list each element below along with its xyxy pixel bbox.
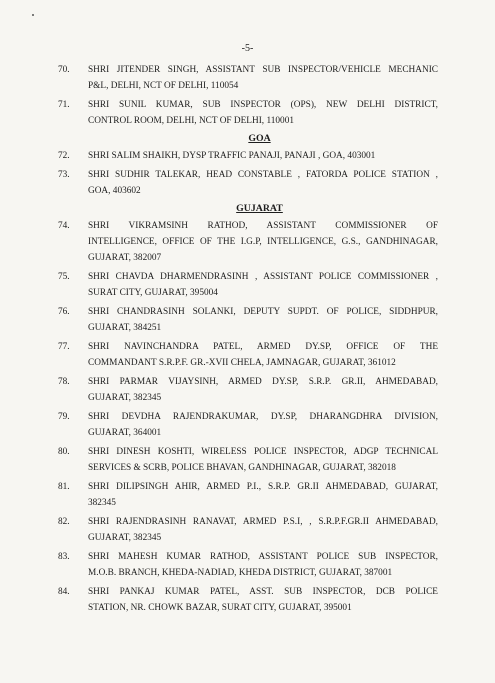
entry-line: SHRI MAHESH KUMAR RATHOD, ASSISTANT POLICE SUB INSPECTOR, xyxy=(88,552,438,562)
entry-text xyxy=(88,304,438,336)
list-item xyxy=(0,339,495,371)
list-item xyxy=(0,549,495,581)
entry-line: SHRI DEVDHA RAJENDRAKUMAR, DY.SP, DHARANGDHRA DIVISION, xyxy=(88,412,438,422)
entry-line: SHRI DILIPSINGH AHIR, ARMED P.I., S.R.P. GR.II AHMEDABAD, GUJARAT, xyxy=(88,482,438,492)
entry-line: STATION, NR. CHOWK BAZAR, SURAT CITY, GUJARAT, 395001 xyxy=(88,603,352,613)
entry-number: 75. xyxy=(58,272,70,282)
section-heading: GOA xyxy=(248,133,271,144)
entry-line: SHRI SALIM SHAIKH, DYSP TRAFFIC PANAJI, PANAJI , GOA, 403001 xyxy=(88,151,376,161)
entry-line: GUJARAT, 382007 xyxy=(88,253,162,263)
entry-text xyxy=(88,218,438,266)
entry-line: SERVICES & SCRB, POLICE BHAVAN, GANDHINAGAR, GUJARAT, 382018 xyxy=(88,463,396,473)
entry-number: 83. xyxy=(58,552,70,562)
list-item xyxy=(0,97,495,129)
entry-text xyxy=(88,584,438,616)
entry-number: 76. xyxy=(58,307,70,317)
entry-line: GUJARAT, 364001 xyxy=(88,428,162,438)
list-item xyxy=(0,304,495,336)
entry-number: 77. xyxy=(58,342,70,352)
entry-text xyxy=(88,409,438,441)
entry-line: 382345 xyxy=(88,498,116,508)
entry-line: SHRI DINESH KOSHTI, WIRELESS POLICE INSPECTOR, ADGP TECHNICAL xyxy=(88,447,438,457)
entry-list xyxy=(0,62,495,619)
list-item xyxy=(0,514,495,546)
entry-line: INTELLIGENCE, OFFICE OF THE I.G.P, INTELLIGENCE, G.S., GANDHINAGAR, xyxy=(88,237,438,247)
entry-line: GUJARAT, 384251 xyxy=(88,323,162,333)
list-item xyxy=(0,409,495,441)
list-item xyxy=(0,269,495,301)
entry-line: CONTROL ROOM, DELHI, NCT OF DELHI, 110001 xyxy=(88,116,294,126)
list-item xyxy=(0,584,495,616)
list-item xyxy=(0,479,495,511)
entry-line: SHRI PANKAJ KUMAR PATEL, ASST. SUB INSPECTOR, DCB POLICE xyxy=(88,587,438,597)
entry-number: 71. xyxy=(58,100,70,110)
entry-line: GOA, 403602 xyxy=(88,186,141,196)
entry-number: 73. xyxy=(58,170,70,180)
entry-text xyxy=(88,148,438,164)
entry-text xyxy=(88,549,438,581)
entry-number: 80. xyxy=(58,447,70,457)
page-number: -5- xyxy=(241,43,254,54)
entry-text xyxy=(88,444,438,476)
entry-line: SHRI PARMAR VIJAYSINH, ARMED DY.SP, S.R.P. GR.II, AHMEDABAD, xyxy=(88,377,438,387)
entry-number: 78. xyxy=(58,377,70,387)
list-item xyxy=(0,374,495,406)
entry-line: SHRI NAVINCHANDRA PATEL, ARMED DY.SP, OFFICE OF THE xyxy=(88,342,438,352)
entry-line: SURAT CITY, GUJARAT, 395004 xyxy=(88,288,218,298)
entry-line: SHRI SUDHIR TALEKAR, HEAD CONSTABLE , FATORDA POLICE STATION , xyxy=(88,170,438,180)
entry-line: SHRI JITENDER SINGH, ASSISTANT SUB INSPECTOR/VEHICLE MECHANIC xyxy=(88,65,438,75)
entry-line: M.O.B. BRANCH, KHEDA-NADIAD, KHEDA DISTRICT, GUJARAT, 387001 xyxy=(88,568,393,578)
entry-text xyxy=(88,167,438,199)
entry-number: 82. xyxy=(58,517,70,527)
entry-line: SHRI SUNIL KUMAR, SUB INSPECTOR (OPS), NEW DELHI DISTRICT, xyxy=(88,100,438,110)
entry-number: 84. xyxy=(58,587,70,597)
entry-line: SHRI CHANDRASINH SOLANKI, DEPUTY SUPDT. OF POLICE, SIDDHPUR, xyxy=(88,307,438,317)
entry-text xyxy=(88,514,438,546)
entry-number: 70. xyxy=(58,65,70,75)
entry-number: 74. xyxy=(58,221,70,231)
entry-number: 79. xyxy=(58,412,70,422)
list-item xyxy=(0,444,495,476)
entry-line: SHRI VIKRAMSINH RATHOD, ASSISTANT COMMISSIONER OF xyxy=(88,221,438,231)
entry-line: GUJARAT, 382345 xyxy=(88,393,162,403)
entry-text xyxy=(88,479,438,511)
entry-line: P&L, DELHI, NCT OF DELHI, 110054 xyxy=(88,81,239,91)
list-item xyxy=(0,148,495,164)
entry-number: 81. xyxy=(58,482,70,492)
list-item xyxy=(0,167,495,199)
entry-text xyxy=(88,374,438,406)
scan-speck xyxy=(32,14,34,16)
entry-text xyxy=(88,339,438,371)
list-item xyxy=(0,218,495,266)
entry-line: GUJARAT, 382345 xyxy=(88,533,162,543)
list-item xyxy=(0,62,495,94)
entry-text xyxy=(88,62,438,94)
section-heading: GUJARAT xyxy=(236,203,283,214)
entry-number: 72. xyxy=(58,151,70,161)
entry-line: SHRI RAJENDRASINH RANAVAT, ARMED P.S.I, , S.R.P.F.GR.II AHMEDABAD, xyxy=(88,517,438,527)
entry-text xyxy=(88,269,438,301)
entry-line: SHRI CHAVDA DHARMENDRASINH , ASSISTANT POLICE COMMISSIONER , xyxy=(88,272,438,282)
entry-line: COMMANDANT S.R.P.F. GR.-XVII CHELA, JAMNAGAR, GUJARAT, 361012 xyxy=(88,358,396,368)
entry-text xyxy=(88,97,438,129)
